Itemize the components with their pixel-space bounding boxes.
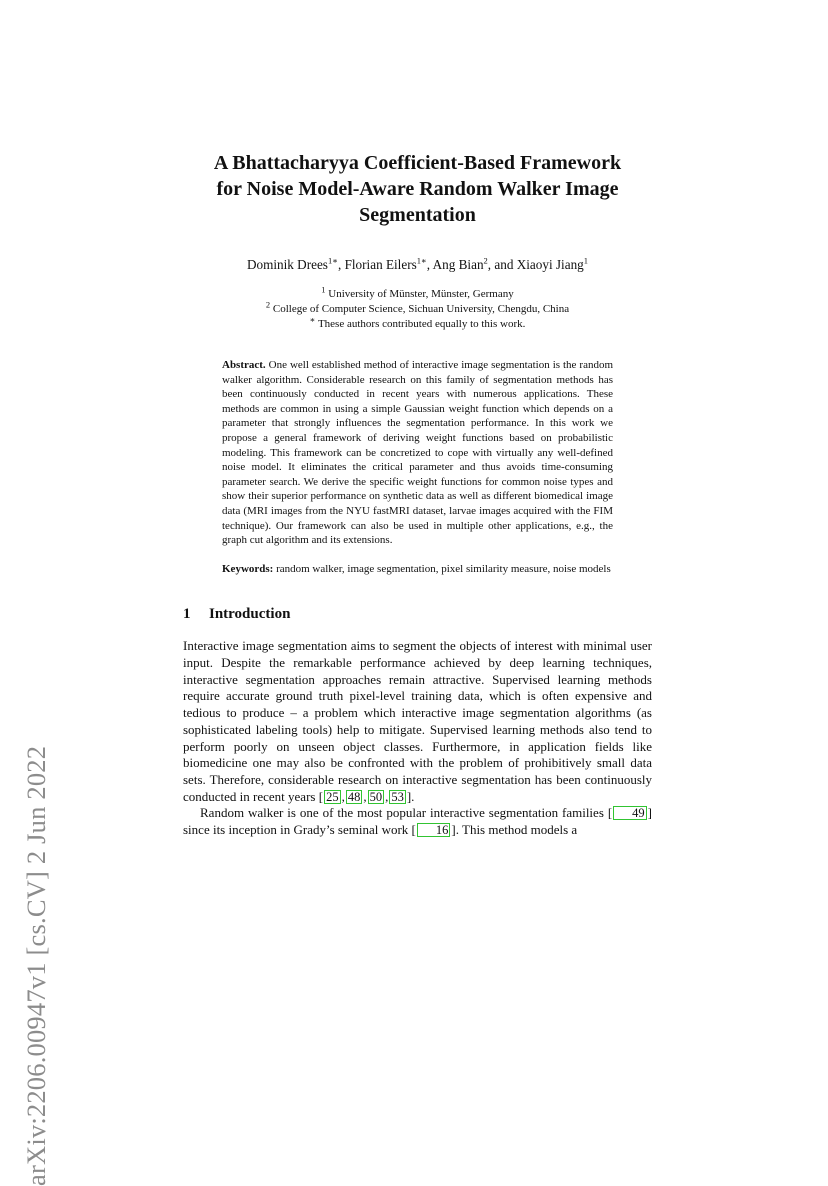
paragraph-text: since its inception in Grady’s seminal work xyxy=(183,822,412,838)
affiliation-text: College of Computer Science, Sichuan University, Chengdu, China xyxy=(272,303,570,315)
section-number: 1 xyxy=(183,606,191,623)
title-line: A Bhattacharyya Coefficient-Based Framework xyxy=(213,152,622,174)
abstract xyxy=(222,358,613,548)
abstract-label: Abstract. xyxy=(222,359,266,371)
citation-link[interactable]: 48 xyxy=(347,789,361,804)
citation-link[interactable]: 50 xyxy=(369,789,383,804)
paper-title xyxy=(183,150,652,228)
body-paragraph: Interactive image segmentation aims to segment the objects of interest with minimal user input. Despite the remarkable performance achieved by deep learning techniques, interactive segmentation approaches remain attractive. Supervised learning methods require accurate ground truth pixel-level training data, which is often expensive and tedious to produce – a problem which interactive image segmentation algorithms (as sophisticated labeling tools) help to mitigate. Supervised learning methods also tend to perform poorly on unseen object classes. Furthermore, in application fields like biomedicine one may also be confronted with the problem of prohibitively small data sets. Therefore, considerable research on interactive segmentation has been continuously conducted in recent years [ 25 , 48 , 50 , 53 ]. xyxy=(183,638,652,804)
citation-link[interactable]: 16 xyxy=(417,823,451,837)
author-separator: , xyxy=(426,257,433,272)
section-heading xyxy=(183,604,652,624)
paragraph-text: Interactive image segmentation aims to segment the objects of interest with minimal user input. Despite the remarkable performance achieved by deep learning techniques, interactive segmentation approaches remain attractive. Supervised learning methods require accurate ground truth pixel-level training data, which is often expensive and tedious to produce – a problem which interactive image segmentation algorithms (as sophisticated labeling tools) help to mitigate. Supervised learning methods also tend to perform poorly on unseen object classes. Furthermore, in application fields like biomedicine one may also be confronted with the problem of prohibitively small data sets. Therefore, considerable research on interactive segmentation has been continuously conducted in recent years xyxy=(183,638,652,804)
citation-link[interactable]: 25 xyxy=(326,789,339,804)
affiliation-list xyxy=(183,284,652,332)
author-name: Ang Bian xyxy=(432,257,484,272)
affiliation-mark: 2 xyxy=(265,299,271,310)
affiliation-mark: ∗ xyxy=(309,314,316,325)
author-name: Xiaoyi Jiang xyxy=(516,257,584,272)
citation-link[interactable]: 49 xyxy=(613,806,647,820)
author-name: Florian Eilers xyxy=(344,257,417,272)
arxiv-identifier: arXiv:2206.00947v1 [cs.CV] 2 Jun 2022 xyxy=(21,745,51,1186)
affiliation xyxy=(183,284,652,302)
affiliation-mark: 1 xyxy=(321,284,326,295)
keywords-label: Keywords: xyxy=(222,562,274,575)
arxiv-stamp xyxy=(19,300,53,1186)
keywords xyxy=(222,562,613,577)
citation-link[interactable]: 53 xyxy=(391,789,404,804)
title-line: for Noise Model-Aware Random Walker Image xyxy=(216,178,619,200)
affiliation-text: These authors contributed equally to this work. xyxy=(317,318,526,330)
author-affiliation-mark: 1∗ xyxy=(327,255,338,266)
author-separator: , and xyxy=(487,257,517,272)
author-affiliation-mark: 1 xyxy=(583,255,589,266)
section-title: Introduction xyxy=(209,606,291,623)
body-paragraph: Random walker is one of the most popular interactive segmentation families [ 49 ] since its inception in Grady’s seminal work [ 16 ]. This method models a xyxy=(183,805,652,838)
author-affiliation-mark: 2 xyxy=(483,255,488,266)
paragraph-text: . This method models a xyxy=(455,822,578,838)
paragraph-text: Random walker is one of the most popular interactive segmentation families xyxy=(200,805,608,821)
keywords-text: random walker, image segmentation, pixel similarity measure, noise models xyxy=(276,562,611,575)
author-affiliation-mark: 1∗ xyxy=(416,255,427,266)
affiliation xyxy=(183,314,652,332)
title-line: Segmentation xyxy=(359,204,476,226)
author-name: Dominik Drees xyxy=(246,257,328,272)
citation-bracket: ]. xyxy=(406,788,415,804)
affiliation-text: University of Münster, Münster, Germany xyxy=(328,288,514,300)
author-list xyxy=(183,256,652,273)
citation-bracket: [ xyxy=(318,788,324,804)
paper-page xyxy=(183,150,652,839)
abstract-text: One well established method of interactive image segmentation is the random walker algorithm. Considerable research on this family of segmentation methods has been continuously conducted in recent years with numerous applications. These methods are common in using a simple Gaussian weight function which depends on a parameter that strongly influences the segmentation performance. In this work we propose a general framework of deriving weight functions based on probabilistic modeling. This framework can be concretized to cope with virtually any well-defined noise model. It eliminates the critical parameter and thus avoids time-consuming parameter search. We derive the specific weight functions for common noise types and show their superior performance on synthetic data as well as different biomedical image data (MRI images from the NYU fastMRI dataset, larvae images acquired with the FIM technique). Our framework can also be used in multiple other applications, e.g., the graph cut algorithm and its extensions. xyxy=(222,359,614,547)
author-separator: , xyxy=(337,257,345,272)
affiliation xyxy=(183,299,652,317)
